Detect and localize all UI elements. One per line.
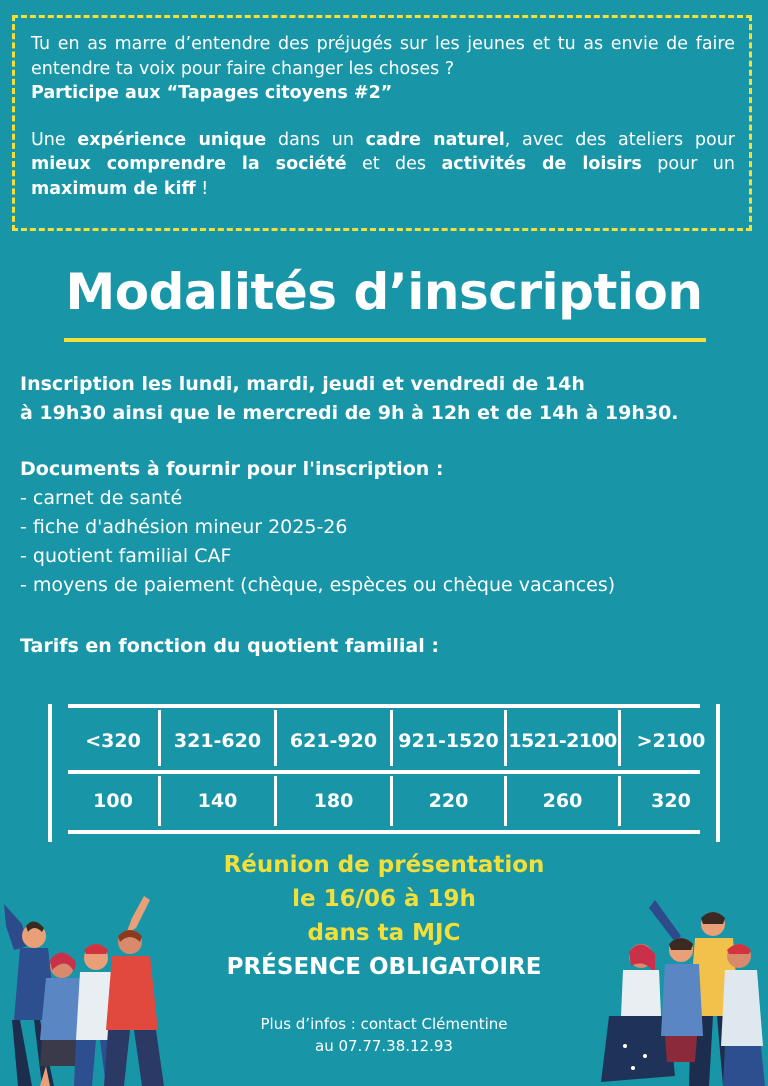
intro-desc-part: ! xyxy=(195,178,209,199)
intro-cta xyxy=(31,81,735,106)
documents-list xyxy=(20,484,615,600)
intro-desc-bold: cadre naturel xyxy=(365,129,505,150)
meeting-date: le 16/06 à 19h xyxy=(292,886,476,912)
meeting-mandatory: PRÉSENCE OBLIGATOIRE xyxy=(226,954,542,980)
table-header-cell: 621-920 xyxy=(289,730,378,752)
intro-desc-part: dans un xyxy=(266,129,366,150)
intro-desc-part: et des xyxy=(346,154,442,174)
youth-group-illustration-left xyxy=(0,880,210,1086)
intro-description xyxy=(31,128,735,202)
intro-desc-part: Une xyxy=(31,129,78,150)
page-title: Modalités d’inscription xyxy=(65,263,703,321)
schedule-line: Inscription les lundi, mardi, jeudi et vendredi de 14h xyxy=(20,373,585,395)
schedule-line: à 19h30 ainsi que le mercredi de 9h à 12h et de 14h à 19h30. xyxy=(20,402,679,424)
contact-phone: au 07.77.38.12.93 xyxy=(315,1037,453,1055)
table-price-cell: 260 xyxy=(542,790,583,812)
table-header-cell: 921-1520 xyxy=(398,730,499,752)
intro-question: Tu en as marre d’entendre des préjugés sur les jeunes et tu as envie de faire entendre ta voix pour faire changer les choses ? xyxy=(31,34,735,79)
document-item: - quotient familial CAF xyxy=(20,545,232,567)
meeting-place: dans ta MJC xyxy=(307,920,461,946)
intro-desc-bold: maximum de kiff xyxy=(31,178,196,199)
table-price-cell: 320 xyxy=(651,790,691,812)
intro-box xyxy=(12,15,752,231)
table-rule xyxy=(68,770,700,774)
meeting-line: Réunion de présentation xyxy=(223,852,545,878)
intro-desc-bold: expérience unique xyxy=(77,129,267,150)
table-price-cell: 180 xyxy=(313,790,354,812)
table-left-border xyxy=(48,704,52,842)
title-underline xyxy=(64,338,706,342)
intro-desc-bold: activités de loisirs xyxy=(441,154,642,174)
intro-desc-part: pour un xyxy=(641,154,735,174)
table-price-cell: 140 xyxy=(197,790,238,812)
document-item: - fiche d'adhésion mineur 2025-26 xyxy=(20,516,348,538)
table-rule xyxy=(68,704,700,708)
table-header-cell: 1521-2100 xyxy=(508,730,617,752)
tarifs-table xyxy=(44,704,724,842)
table-rule xyxy=(68,830,700,834)
schedule-text xyxy=(20,370,755,428)
table-right-border xyxy=(716,704,720,842)
table-header-cell: 321-620 xyxy=(173,730,262,752)
person-figure xyxy=(104,896,164,1086)
youth-group-illustration-right xyxy=(585,896,768,1086)
document-item: - moyens de paiement (chèque, espèces ou chèque vacances) xyxy=(20,574,616,596)
intro-desc-bold: mieux comprendre la société xyxy=(31,154,347,174)
intro-cta-text: Participe aux “Tapages citoyens #2” xyxy=(31,83,393,103)
contact-line: Plus d’infos : contact Clémentine xyxy=(260,1015,508,1033)
documents-title: Documents à fournir pour l'inscription : xyxy=(20,458,444,480)
intro-desc-part: , avec des ateliers pour xyxy=(504,129,735,150)
table-header-cell: >2100 xyxy=(636,730,706,752)
document-item: - carnet de santé xyxy=(20,487,183,509)
table-price-cell: 100 xyxy=(93,790,133,812)
table-header-cell: <320 xyxy=(85,730,141,752)
table-price-cell: 220 xyxy=(428,790,469,812)
tarifs-title: Tarifs en fonction du quotient familial : xyxy=(20,635,439,657)
